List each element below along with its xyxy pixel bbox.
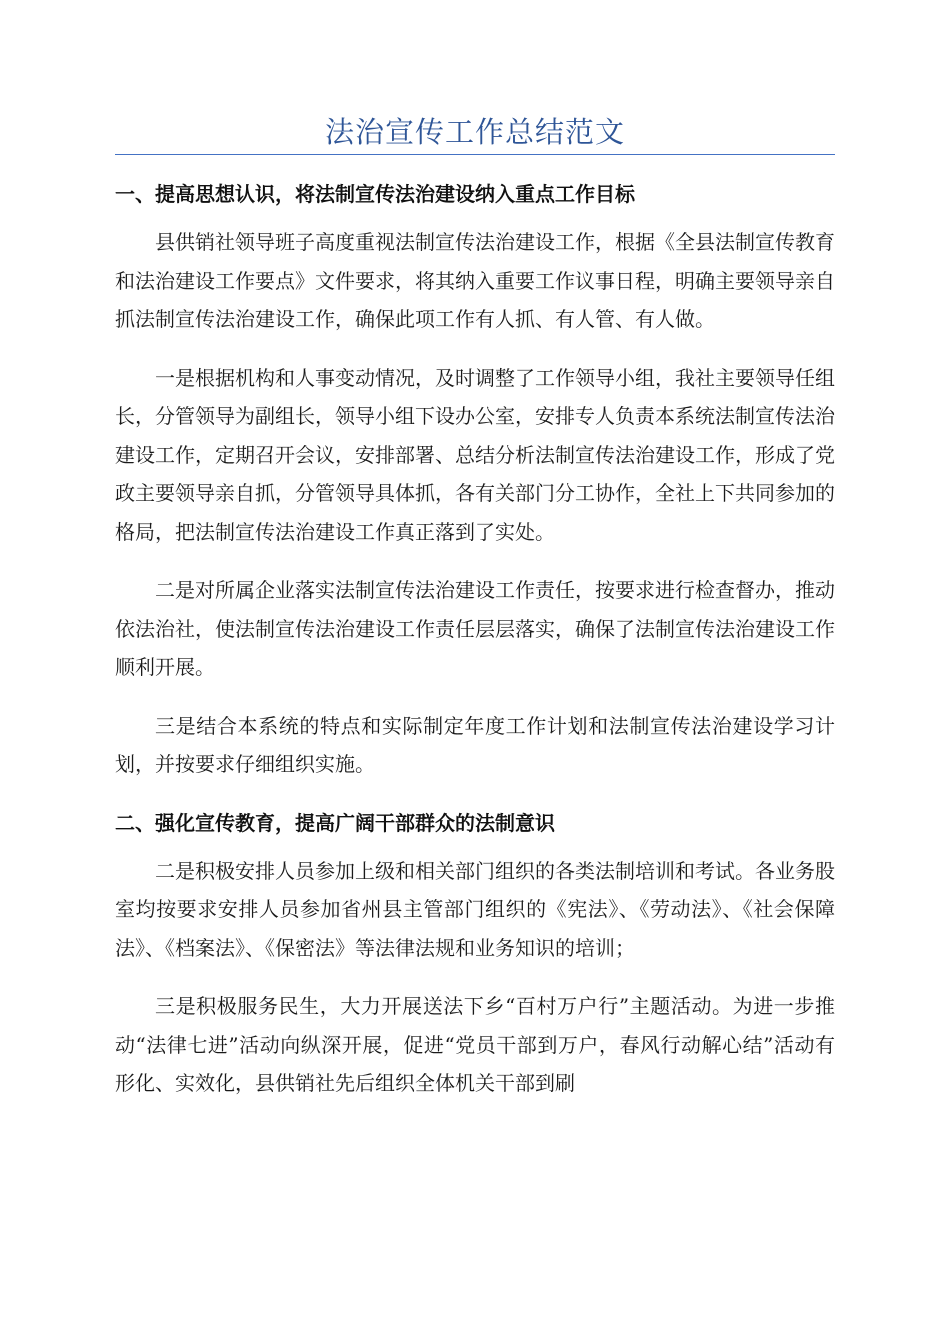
paragraph: 二是对所属企业落实法制宣传法治建设工作责任，按要求进行检查督办，推动依法治社，使法制宣传法治建设工作责任层层落实，确保了法制宣传法治建设工作顺利开展。 bbox=[115, 578, 835, 679]
paragraph: 县供销社领导班子高度重视法制宣传法治建设工作，根据《全县法制宣传教育和法治建设工作要点》文件要求，将其纳入重要工作议事日程，明确主要领导亲自抓法制宣传法治建设工作，确保此项工作有人抓、有人管、有人做。 bbox=[115, 230, 835, 331]
paragraph: 二是积极安排人员参加上级和相关部门组织的各类法制培训和考试。各业务股室均按要求安排人员参加省州县主管部门组织的《宪法》、《劳动法》、《社会保障法》、《档案法》、《保密法》等法律法规和业务知识的培训； bbox=[115, 858, 835, 960]
paragraph: 三是结合本系统的特点和实际制定年度工作计划和法制宣传法治建设学习计划，并按要求仔细组织实施。 bbox=[115, 713, 835, 776]
section-heading: 一、提高思想认识，将法制宣传法治建设纳入重点工作目标 bbox=[115, 182, 635, 206]
section-2 bbox=[115, 804, 835, 1103]
paragraph: 三是积极服务民生，大力开展送法下乡“百村万户行”主题活动。为进一步推动“法律七进”活动向纵深开展，促进“党员干部到万户，春风行动解心结”活动有形化、实效化，县供销社先后组织全体机关干部到刷 bbox=[115, 994, 835, 1095]
title-underline bbox=[115, 154, 835, 155]
section-1 bbox=[115, 175, 835, 784]
document-title: 法治宣传工作总结范文 bbox=[324, 115, 625, 149]
section-heading: 二、强化宣传教育，提高广阔干部群众的法制意识 bbox=[115, 810, 555, 835]
document-body bbox=[115, 175, 835, 1103]
paragraph: 一是根据机构和人事变动情况，及时调整了工作领导小组，我社主要领导任组长，分管领导为副组长，领导小组下设办公室，安排专人负责本系统法制宣传法治建设工作，定期召开会议，安排部署、总结分析法制宣传法治建设工作，形成了党政主要领导亲自抓，分管领导具体抓，各有关部门分工协作，全社上下共同参加的格局，把法制宣传法治建设工作真正落到了实处。 bbox=[115, 365, 835, 544]
